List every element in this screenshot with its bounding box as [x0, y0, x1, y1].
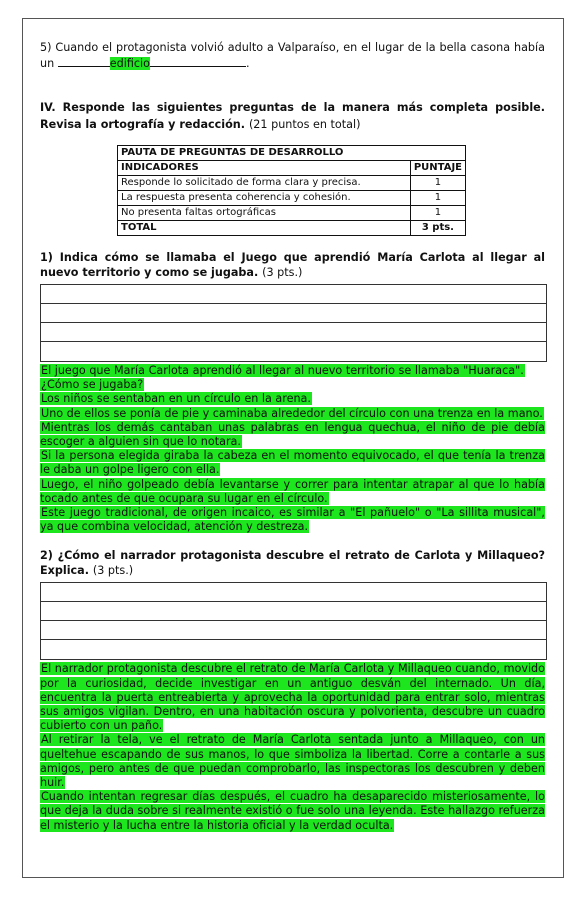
q5-blank-right [150, 55, 246, 67]
rubric-score: 1 [410, 176, 465, 191]
q5-period: . [246, 57, 250, 70]
question-2-answer [40, 662, 545, 832]
answer-line: Este juego tradicional, de origen incaico, es similar a "El pañuelo" o "La sillita musical", ya que combina velocidad, atención y destreza. [40, 506, 545, 534]
rubric-score: 1 [410, 206, 465, 221]
question-5 [40, 40, 545, 71]
section-4-title [40, 99, 545, 133]
section-4-heading: IV. Responde las siguientes preguntas de la manera más completa posible. Revisa la ortografía y redacción. [40, 101, 545, 131]
question-1-heading: 1) Indica cómo se llamaba el Juego que aprendió María Carlota al llegar al nuevo territorio y como se jugaba. [40, 251, 545, 279]
q5-blank-left [58, 55, 110, 67]
rubric-table [117, 145, 466, 236]
question-1-points: (3 pts.) [262, 266, 303, 279]
rubric-total-label: TOTAL [118, 221, 411, 236]
answer-line: Uno de ellos se ponía de pie y caminaba alrededor del círculo con una trenza en la mano. [41, 406, 543, 420]
q5-answer[interactable]: edificio [109, 57, 150, 70]
rubric-score: 1 [410, 191, 465, 206]
answer-paragraph: Cuando intentan regresar días después, el cuadro ha desaparecido misteriosamente, lo que deja la duda sobre si realmente existió o fue solo una leyenda. Este hallazgo refuerza el misterio y la lucha entre la historia oficial y la verdad oculta. [40, 790, 545, 832]
rubric-indicator: La respuesta presenta coherencia y cohesión. [118, 191, 411, 206]
answer-line: Los niños se sentaban en un círculo en la arena. [41, 392, 311, 406]
answer-line: ¿Cómo se jugaba? [41, 378, 144, 392]
rubric-col-score: PUNTAJE [410, 161, 465, 176]
question-2-answer-lines[interactable] [40, 582, 547, 660]
question-1-answer-lines[interactable] [40, 284, 547, 362]
answer-line: El juego que María Carlota aprendió al llegar al nuevo territorio se llamaba "Huaraca". [41, 364, 524, 377]
question-2-heading: 2) ¿Cómo el narrador protagonista descubre el retrato de Carlota y Millaqueo? Explica. [40, 549, 545, 578]
answer-line: Mientras los demás cantaban unas palabras en lengua quechua, el niño de pie debía escoger a alguien sin que lo notara. [40, 420, 545, 449]
answer-line: Luego, el niño golpeado debía levantarse y correr para intentar atrapar al que lo había tocado antes de que ocupara su lugar en el círculo. [40, 477, 545, 505]
rubric-indicator: Responde lo solicitado de forma clara y precisa. [118, 176, 411, 191]
rubric-title: PAUTA DE PREGUNTAS DE DESARROLLO [118, 146, 466, 161]
question-2-points: (3 pts.) [92, 564, 134, 578]
rubric-total-value: 3 pts. [410, 221, 465, 236]
rubric-row [118, 176, 466, 191]
answer-paragraph: El narrador protagonista descubre el retrato de María Carlota y Millaqueo cuando, movido por la curiosidad, decide investigar en un antiguo desván del internado. Un día, encuentra la puerta entreabierta y aprovecha la oportunidad para entrar solo, mientras sus amigos vigilan. Dentro, en una habitación oscura y polvorienta, descubre un cuadro cubierto con un paño. [40, 662, 545, 733]
rubric-indicator: No presenta faltas ortográficas [118, 206, 411, 221]
question-1-title [40, 250, 545, 280]
question-1-answer [40, 364, 545, 534]
q5-text: 5) Cuando el protagonista volvió adulto a Valparaíso, en el lugar de la bella casona había un [40, 41, 545, 70]
rubric-col-indicators: INDICADORES [118, 161, 411, 176]
rubric-row [118, 206, 466, 221]
rubric-row [118, 191, 466, 206]
answer-paragraph: Al retirar la tela, ve el retrato de María Carlota sentada junto a Millaqueo, con un queltehue escapando de sus manos, lo que simboliza la libertad. Corre a contarle a sus amigos, pero antes de que puedan comprobarlo, las inspectoras los descubren y deben huir. [40, 733, 545, 790]
section-4-points: (21 puntos en total) [248, 118, 361, 131]
answer-line: Si la persona elegida giraba la cabeza en el momento equivocado, el que tenía la trenza le daba un golpe ligero con ella. [40, 449, 545, 477]
worksheet-content [40, 40, 545, 833]
question-2-title [40, 548, 545, 578]
